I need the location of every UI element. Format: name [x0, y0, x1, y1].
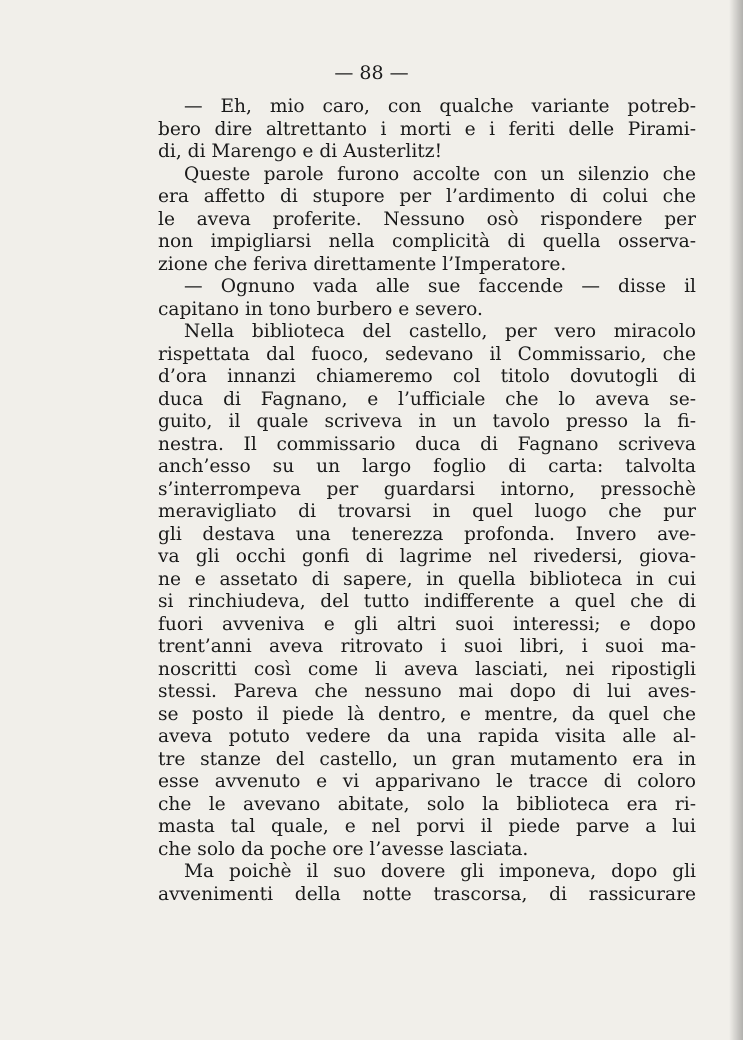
text-line: gli destava una tenerezza profonda. Invero ave- [158, 523, 696, 545]
text-line: stessi. Pareva che nessuno mai dopo di lui aves- [158, 681, 696, 702]
page-edge-shadow [729, 0, 743, 1040]
text-line: guito, il quale scriveva in un tavolo presso la fi- [158, 411, 696, 432]
text-line: meravigliato di trovarsi in quel luogo che pur [158, 501, 696, 522]
text-line: tre stanze del castello, un gran mutamento era in [158, 748, 696, 770]
text-line: duca di Fagnano, e l’ufficiale che lo aveva se- [158, 388, 696, 410]
text-line: capitano in tono burbero e severo. [158, 298, 483, 320]
text-line: va gli occhi gonfi di lagrime nel rivedersi, giova- [158, 546, 696, 567]
text-line: che solo da poche ore l’avesse lasciata. [158, 838, 529, 860]
text-line: masta tal quale, e nel porvi il piede parve a lui [158, 816, 696, 837]
text-line: Nella biblioteca del castello, per vero miracolo [184, 321, 696, 342]
text-line: non impigliarsi nella complicità di quella osserva- [158, 231, 696, 252]
text-line: s’interrompeva per guardarsi intorno, pressochè [158, 478, 696, 500]
text-line: d’ora innanzi chiameremo col titolo dovutogli di [158, 366, 696, 387]
text-line: noscritti così come li aveva lasciati, nei ripostigli [158, 658, 696, 680]
text-line: le aveva proferite. Nessuno osò rispondere per [158, 208, 696, 230]
text-line: bero dire altrettanto i morti e i feriti delle Pirami- [158, 118, 696, 140]
text-line: Queste parole furono accolte con un silenzio che [184, 163, 696, 185]
text-line: se posto il piede là dentro, e mentre, da quel che [158, 703, 696, 725]
text-line: zione che feriva direttamente l’Imperatore. [158, 253, 567, 275]
text-line: trent’anni aveva ritrovato i suoi libri, i suoi ma- [158, 636, 696, 657]
text-line: — Eh, mio caro, con qualche variante potreb- [184, 96, 696, 117]
text-line: ne e assetato di sapere, in quella biblioteca in cui [158, 568, 696, 590]
text-line: si rinchiudeva, del tutto indifferente a quel che di [158, 591, 696, 612]
text-line: fuori avveniva e gli altri suoi interessi; e dopo [158, 613, 696, 635]
text-line: anch’esso su un largo foglio di carta: talvolta [158, 456, 696, 477]
text-line: esse avvenuto e vi apparivano le tracce di coloro [158, 771, 696, 792]
text-line: Ma poichè il suo dovere gli imponeva, dopo gli [184, 861, 696, 882]
text-line: nestra. Il commissario duca di Fagnano scriveva [158, 433, 696, 455]
text-line: che le avevano abitate, solo la biblioteca era ri- [158, 793, 696, 815]
text-line: avvenimenti della notte trascorsa, di rassicurare [158, 883, 696, 905]
text-line: era affetto di stupore per l’ardimento di colui che [158, 186, 696, 207]
text-line: — Ognuno vada alle sue faccende — disse il [184, 276, 696, 297]
page-number: — 88 — [334, 62, 409, 84]
body-text [158, 96, 696, 906]
text-line: di, di Marengo e di Austerlitz! [158, 141, 443, 162]
text-line: aveva potuto vedere da una rapida visita alle al- [158, 726, 696, 747]
text-line: rispettata dal fuoco, sedevano il Commissario, che [158, 343, 696, 365]
